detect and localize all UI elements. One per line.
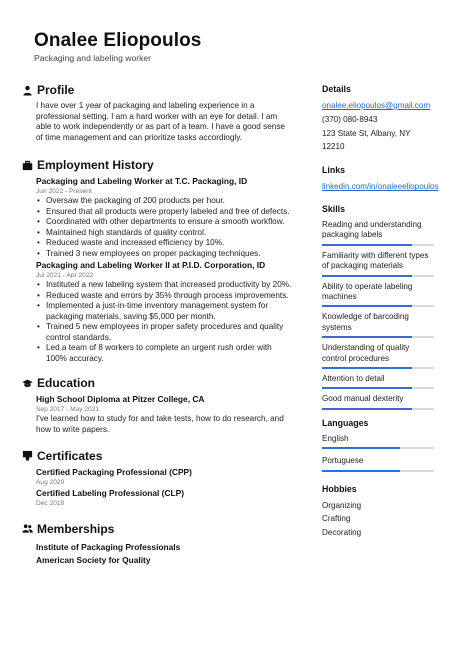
certificate-title: Certified Labeling Professional (CLP) — [36, 487, 184, 498]
graduation-cap-icon — [22, 378, 33, 389]
person-icon — [22, 85, 33, 96]
education-section — [22, 375, 298, 435]
sidebar-column — [322, 84, 439, 540]
skill-bar — [322, 305, 434, 307]
certificates-list — [22, 467, 298, 508]
skills-list — [322, 220, 434, 410]
hobby-item: Organizing — [322, 500, 362, 510]
certificate-icon — [22, 450, 33, 461]
certificate-title: Certified Packaging Professional (CPP) — [36, 466, 192, 477]
email-link[interactable]: onalee.eliopoulos@gmail.com — [322, 101, 431, 110]
job-entry — [36, 176, 298, 259]
profile-section — [22, 82, 298, 143]
job-bullet: • Trained 3 new employees on proper packaging techniques. — [36, 249, 298, 260]
phone-number: (370) 080-8943 — [322, 114, 378, 124]
skill-bar — [322, 408, 434, 410]
candidate-name: Onalee Eliopoulos — [34, 30, 202, 51]
briefcase-icon — [22, 160, 33, 171]
resume-header — [34, 30, 201, 63]
language-item — [322, 456, 434, 471]
certificate-entry — [36, 488, 298, 508]
skill-name: Good manual dexterity — [322, 394, 404, 404]
hobby-item: Crafting — [322, 514, 351, 524]
skills-section — [322, 204, 434, 410]
certificates-heading: Certificates — [37, 448, 103, 463]
job-bullet: • Instituted a new labeling system that increased productivity by 20%. — [36, 280, 294, 291]
skills-heading: Skills — [322, 203, 345, 214]
links-heading: Links — [322, 165, 345, 176]
certificates-section — [22, 448, 298, 508]
job-bullets — [36, 280, 298, 364]
education-heading: Education — [37, 376, 96, 391]
education-dates: Sep 2017 - May 2021 — [36, 406, 100, 414]
membership-item: American Society for Quality — [36, 555, 151, 566]
job-bullet: • Implemented a just-in-time inventory management system for packaging materials, saving $5,000 per month. — [36, 301, 294, 322]
linkedin-link[interactable]: linkedin.com/in/onaleeeliopoulos — [322, 182, 439, 192]
skill-bar — [322, 336, 434, 338]
details-section — [322, 84, 434, 154]
languages-heading: Languages — [322, 417, 369, 428]
skill-name: Knowledge of barcoding systems — [322, 312, 409, 332]
memberships-heading: Memberships — [37, 521, 115, 536]
people-icon — [22, 523, 33, 534]
job-dates: Jul 2021 - Apr 2022 — [36, 272, 94, 280]
job-bullet: • Trained 5 new employees in proper safety procedures and quality control standards. — [36, 322, 294, 343]
education-title: High School Diploma at Pitzer College, CA — [36, 394, 205, 405]
education-text: I've learned how to study for and take tests, how to do research, and how to write papers. — [36, 414, 284, 434]
languages-section — [322, 418, 434, 472]
job-entry — [36, 260, 298, 364]
skill-bar-fill — [322, 367, 412, 369]
skill-item — [322, 312, 434, 338]
language-bar-fill — [322, 470, 400, 472]
skill-item — [322, 394, 434, 409]
jobs-list — [22, 176, 298, 364]
skill-bar-fill — [322, 387, 412, 389]
job-bullet: • Ensured that all products were properly labeled and free of defects. — [36, 207, 298, 218]
language-bar — [322, 447, 434, 449]
skill-bar-fill — [322, 305, 412, 307]
memberships-section — [22, 521, 298, 568]
skill-bar-fill — [322, 408, 412, 410]
skill-name: Attention to detail — [322, 374, 385, 384]
job-bullet: • Maintained high standards of quality control. — [36, 228, 298, 239]
skill-name: Understanding of quality control procedures — [322, 343, 410, 363]
profile-text: I have over 1 year of packaging and labeling experience in a professional setting. I am a hard worker with an eye for detail. I am able to work independently or as part of a team. I have a good sense of time management and can prioritize tasks accordingly. — [36, 101, 285, 142]
language-bar — [322, 470, 434, 472]
memberships-list — [22, 541, 298, 568]
employment-section — [22, 157, 298, 364]
certificate-entry — [36, 467, 298, 487]
hobbies-list — [322, 499, 434, 540]
skill-name: Reading and understanding packaging labels — [322, 219, 422, 240]
skill-bar — [322, 367, 434, 369]
certificate-date: Aug 2020 — [36, 478, 65, 486]
skill-bar — [322, 387, 434, 389]
details-heading: Details — [322, 84, 351, 94]
hobbies-heading: Hobbies — [322, 483, 357, 494]
job-title: Packaging and Labeling Worker at T.C. Packaging, ID — [36, 176, 248, 187]
job-bullet: • Reduced waste and increased efficiency by 10%. — [36, 238, 298, 249]
languages-list — [322, 434, 434, 472]
skill-item — [322, 374, 434, 389]
job-bullet: • Coordinated with other departments to ensure a smooth workflow. — [36, 217, 298, 228]
education-entry — [22, 394, 298, 435]
candidate-title: Packaging and labeling worker — [34, 53, 152, 63]
main-column — [22, 82, 298, 568]
hobbies-section — [322, 484, 434, 540]
job-bullet: • Led a team of 8 workers to complete an urgent rush order with 100% accuracy. — [36, 343, 294, 364]
skill-bar — [322, 244, 434, 246]
language-name: Portuguese — [322, 456, 364, 466]
skill-item — [322, 343, 434, 369]
job-bullet: • Reduced waste and errors by 35% through process improvements. — [36, 291, 294, 302]
membership-item: Institute of Packaging Professionals — [36, 541, 181, 552]
job-bullets — [36, 196, 298, 259]
language-item — [322, 434, 434, 449]
language-bar-fill — [322, 447, 400, 449]
job-title: Packaging and Labeling Worker II at P.I.D. Corporation, ID — [36, 260, 266, 271]
skill-name: Ability to operate labeling machines — [322, 281, 413, 302]
skill-bar-fill — [322, 336, 412, 338]
employment-heading: Employment History — [37, 158, 154, 173]
address: 123 State St, Albany, NY 12210 — [322, 128, 411, 152]
skill-item — [322, 251, 434, 277]
job-bullet: • Oversaw the packaging of 200 products per hour. — [36, 196, 298, 207]
skill-bar — [322, 275, 434, 277]
links-section — [322, 165, 439, 194]
skill-item — [322, 220, 434, 246]
hobby-item: Decorating — [322, 528, 362, 538]
skill-item — [322, 282, 434, 308]
skill-bar-fill — [322, 244, 412, 246]
profile-heading: Profile — [37, 83, 75, 97]
job-dates: Jun 2022 - Present — [36, 188, 92, 196]
language-name: English — [322, 433, 349, 443]
certificate-date: Dec 2018 — [36, 499, 65, 507]
skill-name: Familiarity with different types of packaging materials — [322, 250, 429, 271]
skill-bar-fill — [322, 275, 412, 277]
